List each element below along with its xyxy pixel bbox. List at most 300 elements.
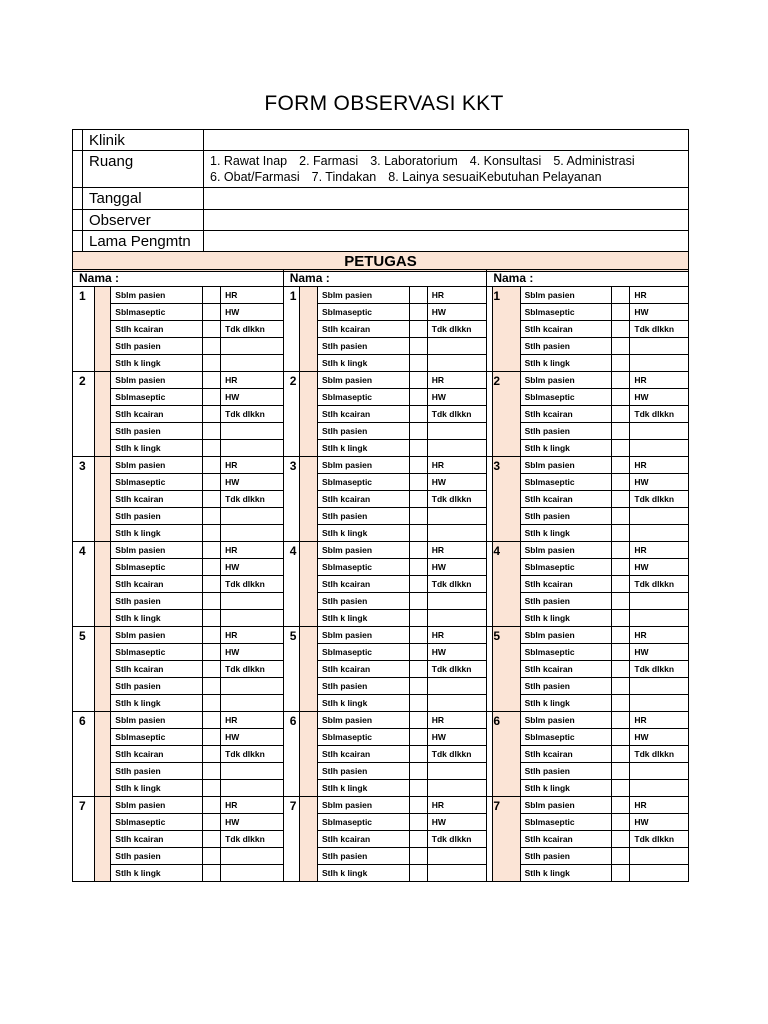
check-cell[interactable]: [612, 338, 630, 355]
check-cell[interactable]: [203, 763, 221, 780]
row-label: Sblm pasien: [111, 712, 203, 729]
row-value[interactable]: [427, 338, 487, 355]
check-cell[interactable]: [612, 440, 630, 457]
block-number: 5: [283, 627, 299, 712]
row-label: Sblm pasien: [520, 627, 612, 644]
row-value[interactable]: [630, 780, 689, 797]
check-cell[interactable]: [409, 729, 427, 746]
table-row: [73, 542, 689, 559]
row-value[interactable]: HW: [630, 729, 689, 746]
check-cell[interactable]: [612, 508, 630, 525]
row-value[interactable]: [630, 338, 689, 355]
check-cell[interactable]: [612, 746, 630, 763]
block-number: 7: [283, 797, 299, 882]
nama-label[interactable]: Nama :: [283, 270, 487, 287]
row-value[interactable]: [427, 355, 487, 372]
check-cell[interactable]: [612, 797, 630, 814]
pink-cell: [95, 797, 111, 882]
row-value[interactable]: HR: [221, 627, 284, 644]
row-value[interactable]: HW: [221, 729, 284, 746]
row-label: Sblmaseptic: [520, 304, 612, 321]
check-cell[interactable]: [203, 406, 221, 423]
row-label: Stlh kcairan: [520, 321, 612, 338]
row-value[interactable]: Tdk dlkkn: [630, 661, 689, 678]
check-cell[interactable]: [409, 712, 427, 729]
check-cell[interactable]: [203, 423, 221, 440]
check-cell[interactable]: [203, 780, 221, 797]
row-label: Sblmaseptic: [111, 814, 203, 831]
row-value[interactable]: HW: [221, 304, 284, 321]
check-cell[interactable]: [409, 695, 427, 712]
row-value[interactable]: Tdk dlkkn: [630, 831, 689, 848]
row-value[interactable]: Tdk dlkkn: [427, 321, 487, 338]
row-value[interactable]: [630, 865, 689, 882]
row-label: Stlh kcairan: [520, 831, 612, 848]
row-label: Sblmaseptic: [111, 559, 203, 576]
block-number: 2: [73, 372, 95, 457]
table-row: [73, 304, 689, 321]
row-value[interactable]: [630, 508, 689, 525]
table-row: [73, 712, 689, 729]
row-label: Stlh k lingk: [520, 780, 612, 797]
row-value[interactable]: Tdk dlkkn: [221, 831, 284, 848]
check-cell[interactable]: [612, 304, 630, 321]
block-number: 4: [283, 542, 299, 627]
row-label: Sblmaseptic: [317, 389, 409, 406]
row-label: Sblmaseptic: [520, 559, 612, 576]
check-cell[interactable]: [612, 678, 630, 695]
table-row: [73, 848, 689, 865]
row-value[interactable]: HW: [427, 389, 487, 406]
check-cell[interactable]: [203, 474, 221, 491]
row-value[interactable]: HR: [427, 372, 487, 389]
row-value[interactable]: [630, 440, 689, 457]
row-value[interactable]: [427, 780, 487, 797]
table-row: [73, 610, 689, 627]
table-row: [73, 746, 689, 763]
check-cell[interactable]: [203, 627, 221, 644]
block-number: 1: [283, 287, 299, 372]
row-value[interactable]: HR: [427, 712, 487, 729]
table-row: [73, 644, 689, 661]
row-value[interactable]: [427, 593, 487, 610]
row-value[interactable]: HW: [427, 729, 487, 746]
check-cell[interactable]: [612, 525, 630, 542]
table-row: [73, 678, 689, 695]
check-cell[interactable]: [409, 661, 427, 678]
row-value[interactable]: [221, 610, 284, 627]
row-value[interactable]: Tdk dlkkn: [221, 321, 284, 338]
row-value[interactable]: [630, 355, 689, 372]
check-cell[interactable]: [203, 729, 221, 746]
ruang-option: 4. Konsultasi: [469, 154, 542, 168]
row-value[interactable]: [221, 763, 284, 780]
row-value[interactable]: [630, 423, 689, 440]
table-row: [73, 508, 689, 525]
row-label: Stlh kcairan: [111, 831, 203, 848]
row-value[interactable]: [221, 423, 284, 440]
row-value[interactable]: HR: [221, 797, 284, 814]
check-cell[interactable]: [203, 457, 221, 474]
row-value[interactable]: [427, 865, 487, 882]
ruang-option: 5. Administrasi: [553, 154, 635, 168]
row-label: Stlh kcairan: [520, 491, 612, 508]
check-cell[interactable]: [409, 457, 427, 474]
table-row: [73, 457, 689, 474]
table-row: [73, 355, 689, 372]
row-value[interactable]: HR: [221, 372, 284, 389]
row-label: Stlh k lingk: [111, 355, 203, 372]
check-cell[interactable]: [409, 338, 427, 355]
row-value[interactable]: [427, 763, 487, 780]
row-value[interactable]: Tdk dlkkn: [427, 661, 487, 678]
table-row: [73, 627, 689, 644]
check-cell[interactable]: [203, 814, 221, 831]
row-value[interactable]: [630, 593, 689, 610]
row-label: Stlh kcairan: [520, 576, 612, 593]
check-cell[interactable]: [409, 848, 427, 865]
row-value[interactable]: HW: [630, 474, 689, 491]
block-number: 5: [73, 627, 95, 712]
check-cell[interactable]: [612, 406, 630, 423]
check-cell[interactable]: [409, 780, 427, 797]
check-cell[interactable]: [203, 508, 221, 525]
check-cell[interactable]: [203, 797, 221, 814]
check-cell[interactable]: [203, 610, 221, 627]
row-value[interactable]: [427, 508, 487, 525]
check-cell[interactable]: [612, 644, 630, 661]
check-cell[interactable]: [409, 287, 427, 304]
check-cell[interactable]: [203, 542, 221, 559]
row-value[interactable]: HR: [221, 542, 284, 559]
field-tanggal[interactable]: [204, 188, 689, 210]
row-value[interactable]: HR: [427, 542, 487, 559]
row-value[interactable]: HR: [221, 287, 284, 304]
row-value[interactable]: [221, 848, 284, 865]
check-cell[interactable]: [203, 338, 221, 355]
row-value[interactable]: [630, 678, 689, 695]
check-cell[interactable]: [203, 576, 221, 593]
check-cell[interactable]: [409, 542, 427, 559]
check-cell[interactable]: [612, 474, 630, 491]
check-cell[interactable]: [612, 457, 630, 474]
table-row: [73, 559, 689, 576]
row-value[interactable]: [427, 525, 487, 542]
row-label: Stlh kcairan: [111, 576, 203, 593]
row-value[interactable]: HR: [630, 287, 689, 304]
check-cell[interactable]: [612, 423, 630, 440]
row-label: Stlh kcairan: [520, 406, 612, 423]
check-cell[interactable]: [612, 491, 630, 508]
block-number: 7: [487, 797, 493, 882]
check-cell[interactable]: [203, 491, 221, 508]
check-cell[interactable]: [203, 389, 221, 406]
row-value[interactable]: Tdk dlkkn: [221, 746, 284, 763]
row-label: Stlh k lingk: [111, 695, 203, 712]
check-cell[interactable]: [409, 508, 427, 525]
row-label: Stlh kcairan: [317, 406, 409, 423]
row-value[interactable]: HW: [427, 644, 487, 661]
check-cell[interactable]: [203, 304, 221, 321]
row-label: Stlh k lingk: [520, 610, 612, 627]
row-label: Stlh pasien: [317, 593, 409, 610]
check-cell[interactable]: [612, 287, 630, 304]
row-value[interactable]: [427, 695, 487, 712]
ruang-option: 2. Farmasi: [299, 154, 359, 168]
check-cell[interactable]: [203, 746, 221, 763]
check-cell[interactable]: [203, 831, 221, 848]
check-cell[interactable]: [409, 763, 427, 780]
check-cell[interactable]: [409, 610, 427, 627]
row-value[interactable]: Tdk dlkkn: [221, 491, 284, 508]
block-number: 6: [73, 712, 95, 797]
check-cell[interactable]: [409, 474, 427, 491]
row-label: Stlh k lingk: [111, 440, 203, 457]
row-value[interactable]: HR: [630, 797, 689, 814]
check-cell[interactable]: [409, 525, 427, 542]
row-value[interactable]: [630, 525, 689, 542]
check-cell[interactable]: [409, 644, 427, 661]
row-value[interactable]: [630, 695, 689, 712]
table-row: [73, 780, 689, 797]
check-cell[interactable]: [612, 780, 630, 797]
check-cell[interactable]: [203, 678, 221, 695]
field-lama[interactable]: [204, 231, 689, 252]
check-cell[interactable]: [409, 423, 427, 440]
check-cell[interactable]: [203, 372, 221, 389]
check-cell[interactable]: [203, 355, 221, 372]
row-value[interactable]: HR: [221, 712, 284, 729]
check-cell[interactable]: [612, 559, 630, 576]
row-label: Stlh pasien: [520, 423, 612, 440]
check-cell[interactable]: [612, 712, 630, 729]
row-value[interactable]: HW: [630, 644, 689, 661]
check-cell[interactable]: [409, 576, 427, 593]
check-cell[interactable]: [612, 661, 630, 678]
row-value[interactable]: HW: [630, 389, 689, 406]
row-value[interactable]: Tdk dlkkn: [630, 406, 689, 423]
check-cell[interactable]: [612, 848, 630, 865]
row-value[interactable]: HR: [630, 542, 689, 559]
row-value[interactable]: HW: [221, 559, 284, 576]
row-value[interactable]: [221, 593, 284, 610]
row-value[interactable]: [221, 525, 284, 542]
check-cell[interactable]: [203, 440, 221, 457]
check-cell[interactable]: [203, 695, 221, 712]
field-observer[interactable]: [204, 210, 689, 231]
check-cell[interactable]: [612, 389, 630, 406]
row-value[interactable]: HW: [221, 474, 284, 491]
check-cell[interactable]: [409, 389, 427, 406]
check-cell[interactable]: [409, 814, 427, 831]
row-value[interactable]: HR: [427, 627, 487, 644]
nama-label[interactable]: Nama :: [73, 270, 284, 287]
check-cell[interactable]: [612, 542, 630, 559]
row-label: Sblm pasien: [520, 457, 612, 474]
check-cell[interactable]: [612, 627, 630, 644]
check-cell[interactable]: [409, 491, 427, 508]
row-value[interactable]: Tdk dlkkn: [427, 491, 487, 508]
check-cell[interactable]: [409, 746, 427, 763]
check-cell[interactable]: [612, 321, 630, 338]
row-label: Stlh kcairan: [111, 321, 203, 338]
row-label: Stlh pasien: [317, 763, 409, 780]
check-cell[interactable]: [409, 440, 427, 457]
table-row: [73, 474, 689, 491]
row-value[interactable]: Tdk dlkkn: [427, 406, 487, 423]
row-label: Stlh k lingk: [520, 695, 612, 712]
row-value[interactable]: [630, 610, 689, 627]
row-value[interactable]: HR: [427, 797, 487, 814]
pink-cell: [95, 542, 111, 627]
check-cell[interactable]: [409, 865, 427, 882]
field-klinik[interactable]: [204, 130, 689, 151]
row-label: Sblm pasien: [317, 797, 409, 814]
row-label: Stlh pasien: [317, 338, 409, 355]
row-value[interactable]: Tdk dlkkn: [630, 746, 689, 763]
row-value[interactable]: Tdk dlkkn: [427, 831, 487, 848]
row-value[interactable]: [630, 763, 689, 780]
check-cell[interactable]: [409, 355, 427, 372]
row-label: Stlh pasien: [317, 508, 409, 525]
table-row: [73, 440, 689, 457]
row-value[interactable]: [221, 338, 284, 355]
row-value[interactable]: HW: [427, 814, 487, 831]
check-cell[interactable]: [612, 610, 630, 627]
check-cell[interactable]: [203, 865, 221, 882]
check-cell[interactable]: [203, 321, 221, 338]
row-value[interactable]: Tdk dlkkn: [427, 576, 487, 593]
check-cell[interactable]: [203, 644, 221, 661]
row-value[interactable]: [630, 848, 689, 865]
row-label: Stlh k lingk: [317, 525, 409, 542]
row-label: Sblmaseptic: [111, 474, 203, 491]
row-label: Stlh kcairan: [317, 491, 409, 508]
check-cell[interactable]: [612, 593, 630, 610]
row-value[interactable]: [427, 678, 487, 695]
check-cell[interactable]: [409, 321, 427, 338]
row-value[interactable]: Tdk dlkkn: [427, 746, 487, 763]
row-value[interactable]: [221, 780, 284, 797]
check-cell[interactable]: [203, 593, 221, 610]
row-value[interactable]: HW: [630, 814, 689, 831]
row-label: Sblmaseptic: [317, 304, 409, 321]
check-cell[interactable]: [612, 695, 630, 712]
row-value[interactable]: HR: [427, 287, 487, 304]
nama-label[interactable]: Nama :: [487, 270, 689, 287]
row-label: Stlh k lingk: [111, 780, 203, 797]
row-value[interactable]: Tdk dlkkn: [221, 406, 284, 423]
row-value[interactable]: HW: [427, 304, 487, 321]
row-value[interactable]: HR: [630, 712, 689, 729]
row-value[interactable]: [221, 678, 284, 695]
check-cell[interactable]: [203, 712, 221, 729]
row-value[interactable]: [221, 355, 284, 372]
check-cell[interactable]: [612, 814, 630, 831]
pink-cell: [299, 712, 317, 797]
row-value[interactable]: [427, 610, 487, 627]
check-cell[interactable]: [409, 372, 427, 389]
table-row: [73, 287, 689, 304]
row-value[interactable]: Tdk dlkkn: [221, 661, 284, 678]
check-cell[interactable]: [203, 559, 221, 576]
check-cell[interactable]: [612, 831, 630, 848]
check-cell[interactable]: [409, 678, 427, 695]
check-cell[interactable]: [409, 593, 427, 610]
row-value[interactable]: HW: [427, 474, 487, 491]
row-label: Sblmaseptic: [111, 644, 203, 661]
check-cell[interactable]: [409, 797, 427, 814]
row-label: Stlh pasien: [520, 678, 612, 695]
pink-cell: [95, 372, 111, 457]
check-cell[interactable]: [203, 661, 221, 678]
row-value[interactable]: [221, 508, 284, 525]
check-cell[interactable]: [612, 865, 630, 882]
check-cell[interactable]: [612, 372, 630, 389]
check-cell[interactable]: [409, 304, 427, 321]
row-value[interactable]: HR: [221, 457, 284, 474]
row-value[interactable]: [221, 865, 284, 882]
row-label: Sblm pasien: [111, 542, 203, 559]
row-label: Stlh k lingk: [317, 780, 409, 797]
check-cell[interactable]: [203, 287, 221, 304]
row-value[interactable]: HW: [221, 389, 284, 406]
row-value[interactable]: [221, 440, 284, 457]
row-value[interactable]: Tdk dlkkn: [630, 576, 689, 593]
row-value[interactable]: HR: [630, 457, 689, 474]
row-label: Stlh k lingk: [520, 440, 612, 457]
row-observer: [73, 210, 689, 231]
block-number: 1: [73, 287, 95, 372]
check-cell[interactable]: [203, 525, 221, 542]
table-row: [73, 389, 689, 406]
row-value[interactable]: [427, 440, 487, 457]
row-label: Stlh pasien: [111, 848, 203, 865]
check-cell[interactable]: [409, 831, 427, 848]
ruang-option: 1. Rawat Inap: [210, 154, 288, 168]
row-label: Sblmaseptic: [317, 474, 409, 491]
row-value[interactable]: HW: [221, 644, 284, 661]
row-value[interactable]: Tdk dlkkn: [630, 491, 689, 508]
check-cell[interactable]: [409, 406, 427, 423]
label-tanggal: Tanggal: [83, 188, 204, 210]
row-value[interactable]: HR: [630, 372, 689, 389]
check-cell[interactable]: [612, 355, 630, 372]
check-cell[interactable]: [409, 627, 427, 644]
table-row: [73, 576, 689, 593]
ruang-option: 7. Tindakan: [311, 170, 377, 184]
row-value[interactable]: Tdk dlkkn: [630, 321, 689, 338]
check-cell[interactable]: [612, 729, 630, 746]
row-value[interactable]: [427, 848, 487, 865]
row-value[interactable]: HW: [630, 559, 689, 576]
row-value[interactable]: HR: [427, 457, 487, 474]
row-value[interactable]: HW: [427, 559, 487, 576]
row-value[interactable]: [427, 423, 487, 440]
table-row: [73, 695, 689, 712]
row-value[interactable]: [221, 695, 284, 712]
check-cell[interactable]: [203, 848, 221, 865]
row-value[interactable]: HW: [221, 814, 284, 831]
check-cell[interactable]: [612, 763, 630, 780]
check-cell[interactable]: [409, 559, 427, 576]
check-cell[interactable]: [612, 576, 630, 593]
row-value[interactable]: Tdk dlkkn: [221, 576, 284, 593]
pink-cell: [95, 712, 111, 797]
row-value[interactable]: HR: [630, 627, 689, 644]
row-value[interactable]: HW: [630, 304, 689, 321]
row-label: Sblm pasien: [317, 287, 409, 304]
